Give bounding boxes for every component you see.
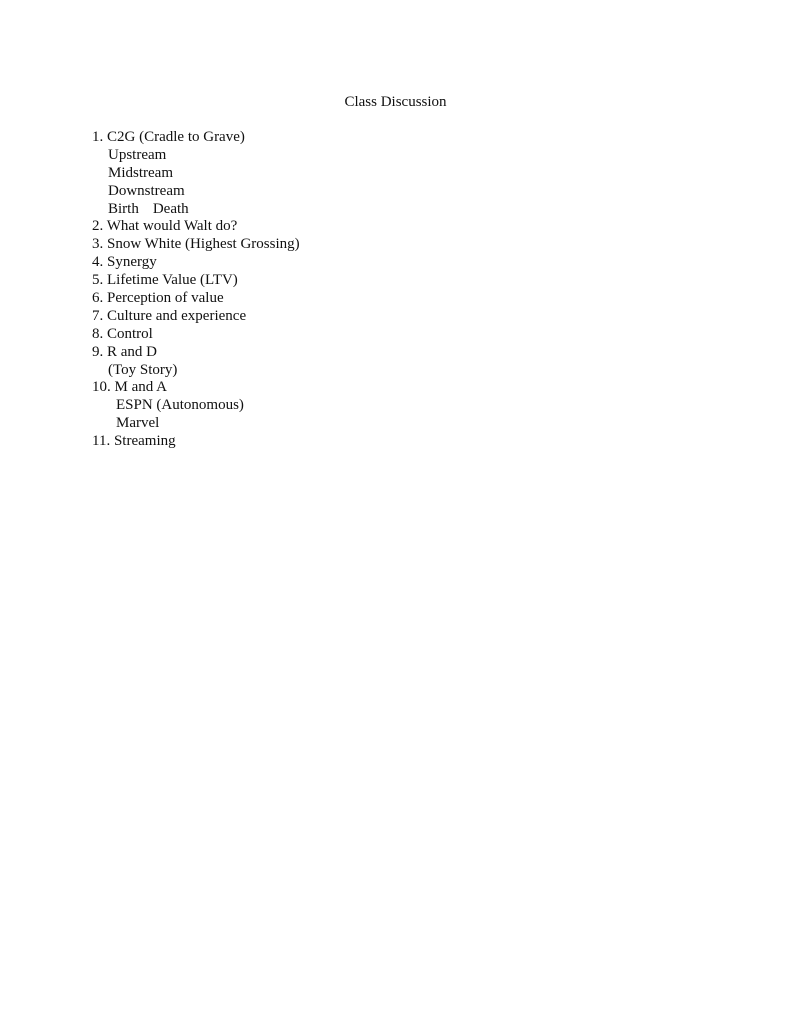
- item-text: R and D: [107, 343, 157, 360]
- list-subitem: Downstream: [108, 182, 185, 199]
- item-number: 9.: [92, 343, 104, 360]
- list-subitem: (Toy Story): [108, 361, 178, 378]
- list-subitem: Midstream: [108, 164, 173, 181]
- item-number: 7.: [92, 307, 104, 324]
- item-text: M and A: [114, 379, 167, 396]
- list-subitem: Marvel: [116, 415, 160, 432]
- item-text: Culture and experience: [107, 307, 247, 324]
- item-text: Streaming: [113, 433, 176, 450]
- item-text: Snow White (Highest Grossing): [107, 236, 300, 253]
- item-text: What would Walt do?: [106, 218, 238, 235]
- list-item: [92, 326, 492, 344]
- page-title: Class Discussion: [344, 94, 447, 110]
- list-item: [92, 129, 492, 147]
- subitem-birth: Birth: [108, 200, 139, 217]
- list-item: [92, 218, 492, 236]
- list-item: [92, 290, 492, 308]
- item-number: 4.: [92, 254, 104, 271]
- list-item: [92, 379, 492, 397]
- list-item: [92, 272, 492, 290]
- discussion-list: [92, 129, 492, 451]
- list-item: [92, 236, 492, 254]
- item-number: 3.: [92, 236, 104, 253]
- list-item: [92, 433, 492, 451]
- list-item: [92, 308, 492, 326]
- list-item: [92, 254, 492, 272]
- item-number: 10.: [92, 379, 111, 396]
- item-text: Perception of value: [107, 290, 224, 307]
- list-subitem: ESPN (Autonomous): [116, 397, 244, 414]
- list-subitem: [92, 201, 492, 219]
- item-number: 1.: [92, 129, 104, 145]
- item-text: Control: [107, 325, 153, 342]
- list-subitem: Upstream: [108, 146, 167, 163]
- item-number: 5.: [92, 272, 104, 289]
- list-item: [92, 344, 492, 362]
- item-number: 8.: [92, 325, 104, 342]
- item-text: C2G (Cradle to Grave): [107, 129, 245, 145]
- subitem-death: Death: [152, 200, 189, 217]
- item-text: Lifetime Value (LTV): [107, 272, 238, 289]
- item-number: 2.: [92, 218, 104, 235]
- item-text: Synergy: [107, 254, 157, 271]
- item-number: 6.: [92, 290, 104, 307]
- item-number: 11.: [92, 433, 111, 450]
